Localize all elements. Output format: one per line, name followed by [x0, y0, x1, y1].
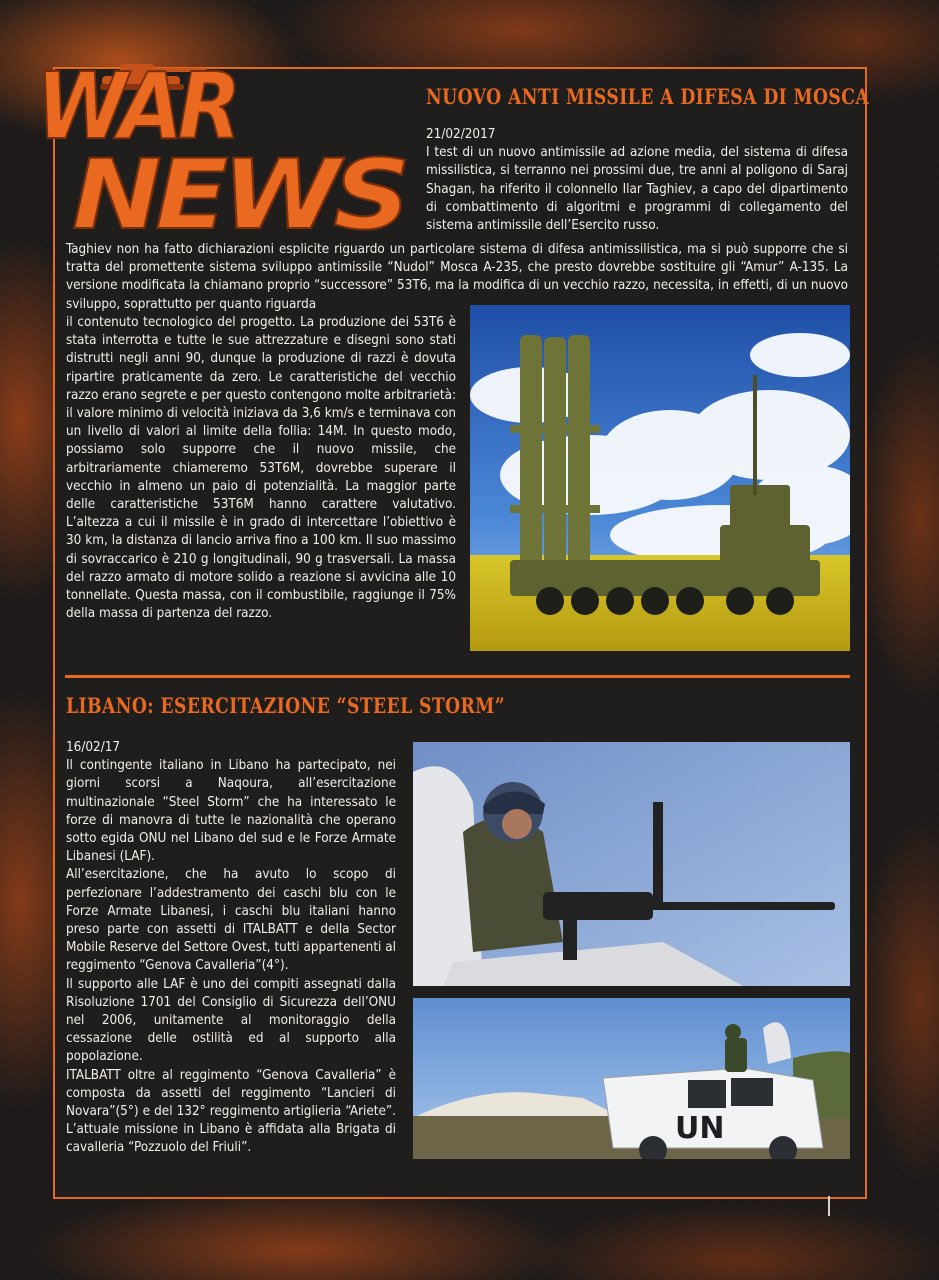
article1-column-paragraph: il contenuto tecnologico del progetto. La produzione dei 53T6 è stata interrotta e tutte le sue attrezzature e disegni sono stati distrutti negli anni 90, dunque la produzione di razzi è dovuta ripartire praticamente da zero. Le caratteristiche del vecchio razzo erano segrete e per questo contengono molte arbitrarietà: il valore minimo di velocità iniziava da 3,6 km/s e terminava con un livello di valori al limite della follia: 14M. In questo modo, possiamo solo supporre che il nuovo missile, che arbitrariamente chiameremo 53T6M, dovrebbe superare il vecchio in almeno un paio di potenzialità. La maggior parte delle caratteristiche 53T6M hanno carattere valutativo. L’altezza a cui il missile è in grado di intercettare l’obiettivo è 30 km, la distanza di lancio arriva fino a 100 km. Il suo massimo di sovraccarico è 210 g longitudinali, 90 g trasversali. La massa del razzo armato di motore solido a reazione si avvicina alle 10 tonnellate. Questa massa, con il combustibile, raggiunge il 75% della massa di partenza del razzo. [66, 315, 457, 622]
un-marking: UN [675, 1111, 725, 1146]
article1-wide-paragraph: Taghiev non ha fatto dichiarazioni esplicite riguardo un particolare sistema di difesa antimissilistica, ma si può supporre che si tratta del promettente sistema sviluppo antimissile “Nudol” Mosca A-235, che presto dovrebbe sostituire gli “Amur” A-135. La versione modificata la chiamano proprio “successore” 53T6, ma la modifica di un vecchio razzo, necessita, in effetti, di un nuovo sviluppo, soprattutto per quanto riguarda [66, 242, 848, 312]
section-divider [65, 675, 850, 678]
article2-paragraph-3: Il supporto alle LAF è uno dei compiti assegnati dalla Risoluzione 1701 del Consiglio di Sicurezza dell’ONU nel 2006, unitamente al monitoraggio della cessazione delle ostilità ed al supporto alla popolazione. [66, 976, 396, 1065]
page-marker [828, 1196, 830, 1216]
article2-title: LIBANO: ESERCITAZIONE “STEEL STORM” [66, 693, 506, 718]
article1-intro: I test di un nuovo antimissile ad azione media, del sistema di difesa missilistica, si terranno nei prossimi due, tre anni al poligono di Saraj Shagan, ha riferito il colonnello Ilar Taghiev, a capo del dipartimento di combattimento di algoritmi e programmi di collegamento del sistema antimissile dell’Esercito russo. [426, 145, 848, 234]
un-vehicle-photo [413, 998, 850, 1159]
missile-launcher-photo [470, 305, 850, 651]
article1-intro-block [426, 126, 848, 235]
article1-date: 21/02/2017 [426, 127, 496, 142]
logo-line-war: WAR [36, 53, 236, 160]
war-news-logo [30, 52, 410, 236]
logo-line-news: NEWS [72, 139, 405, 236]
soldier-machine-gun-photo [413, 742, 850, 986]
article1-title: NUOVO ANTI MISSILE A DIFESA DI MOSCA [426, 84, 870, 109]
article2-date: 16/02/17 [66, 740, 121, 755]
article2-paragraph-2: All’esercitazione, che ha avuto lo scopo di perfezionare l’addestramento dei caschi blu con le Forze Armate Libanesi, i caschi blu italiani hanno preso parte con assetti di ITALBATT e della Sector Mobile Reserve del Settore Ovest, tutti appartenenti al reggimento “Genova Cavalleria”(4°). [66, 867, 396, 974]
article2-paragraph-4: ITALBATT oltre al reggimento “Genova Cavalleria” è composta da assetti del reggimento “Lancieri di Novara”(5°) e del 132° reggimento artiglieria “Ariete”. L’attuale missione in Libano è affidata alla Brigata di cavalleria “Pozzuolo del Friuli”. [66, 1067, 396, 1156]
article2-body [66, 739, 396, 1158]
article2-paragraph-1: Il contingente italiano in Libano ha partecipato, nei giorni scorsi a Naqoura, all’esercitazione multinazionale “Steel Storm” che ha interessato le forze di manovra di tutte le nazionalità che operano sotto egida ONU nel Libano del sud e le Forze Armate Libanesi (LAF). [66, 758, 396, 865]
